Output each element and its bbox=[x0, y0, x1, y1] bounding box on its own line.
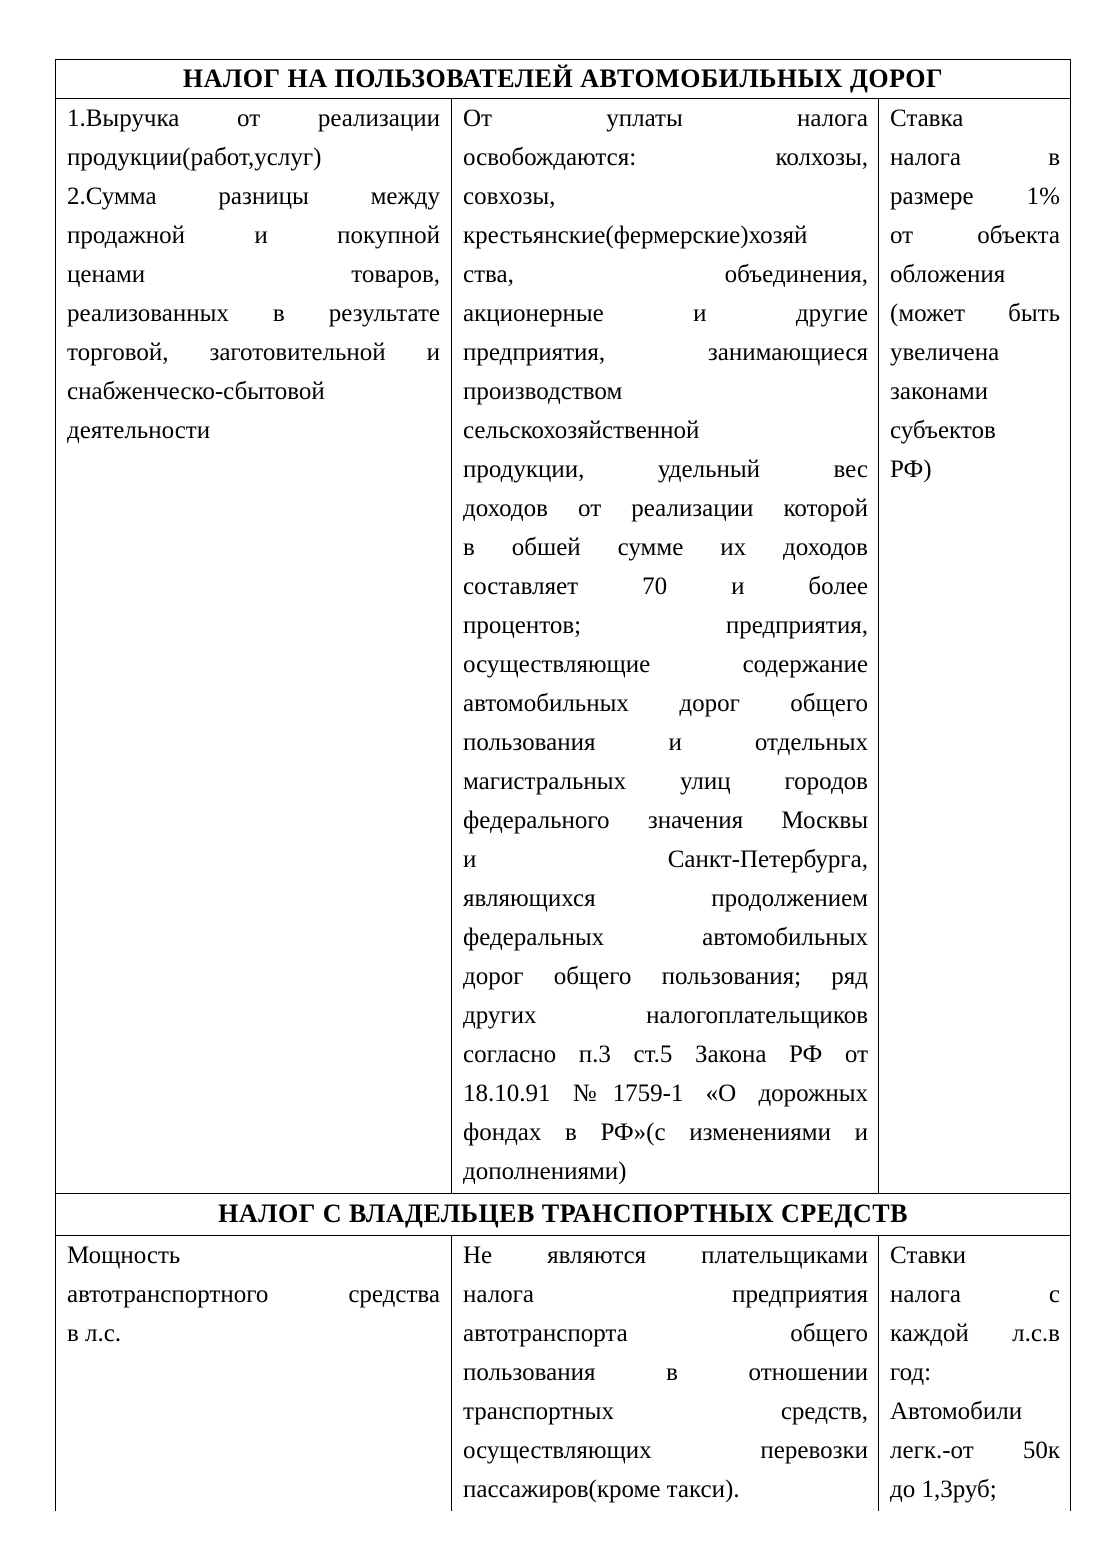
text-line: в обшей сумме их доходов bbox=[463, 534, 868, 561]
text-line: магистральных улиц городов bbox=[463, 768, 868, 795]
text-line: налога в bbox=[890, 144, 1060, 171]
text-line: составляет 70 и более bbox=[463, 573, 868, 600]
text-line: легк.-от 50к bbox=[890, 1437, 1060, 1464]
text-line: 2.Сумма разницы между bbox=[67, 183, 440, 210]
text-line: налога с bbox=[890, 1281, 1060, 1308]
text-line: процентов; предприятия, bbox=[463, 612, 868, 639]
text-line: пользования и отдельных bbox=[463, 729, 868, 756]
section2-rate-cell bbox=[890, 1236, 1060, 1509]
column-divider-2a bbox=[878, 98, 879, 1194]
table-left-border bbox=[55, 59, 56, 1511]
section1-title: НАЛОГ НА ПОЛЬЗОВАТЕЛЕЙ АВТОМОБИЛЬНЫХ ДОРОГ bbox=[182, 64, 944, 93]
text-line: акционерные и другие bbox=[463, 300, 868, 327]
text-line: от объекта bbox=[890, 222, 1060, 249]
text-line: продукции(работ,услуг) bbox=[67, 144, 322, 171]
text-line: доходов от реализации которой bbox=[463, 495, 868, 522]
column-divider-1b bbox=[451, 1235, 452, 1511]
section1-exemptions-cell bbox=[463, 99, 868, 1191]
text-line: (может быть bbox=[890, 300, 1060, 327]
text-line: законами bbox=[890, 378, 989, 405]
text-line: Автомобили bbox=[890, 1398, 1023, 1425]
text-line: федеральных автомобильных bbox=[463, 924, 868, 951]
text-line: Мощность bbox=[67, 1242, 181, 1269]
text-line: осуществляющих перевозки bbox=[463, 1437, 868, 1464]
text-line: пользования в отношении bbox=[463, 1359, 868, 1386]
column-divider-1a bbox=[451, 98, 452, 1194]
section1-bottom-border bbox=[55, 1193, 1071, 1194]
text-line: снабженческо-сбытовой bbox=[67, 378, 325, 405]
text-line: согласно п.3 ст.5 Закона РФ от bbox=[463, 1041, 868, 1068]
text-line: предприятия, занимающиеся bbox=[463, 339, 868, 366]
section2-exemptions-cell bbox=[463, 1236, 868, 1509]
text-line: автотранспорта общего bbox=[463, 1320, 868, 1347]
text-line: автомобильных дорог общего bbox=[463, 690, 868, 717]
text-line: Ставки bbox=[890, 1242, 967, 1269]
text-line: год: bbox=[890, 1359, 932, 1386]
text-line: дополнениями) bbox=[463, 1158, 627, 1185]
text-line: совхозы, bbox=[463, 183, 556, 210]
section2-title: НАЛОГ С ВЛАДЕЛЬЦЕВ ТРАНСПОРТНЫХ СРЕДСТВ bbox=[218, 1199, 908, 1228]
text-line: налога предприятия bbox=[463, 1281, 868, 1308]
text-line: продажной и покупной bbox=[67, 222, 440, 249]
text-line: каждой л.с.в bbox=[890, 1320, 1060, 1347]
text-line: федерального значения Москвы bbox=[463, 807, 868, 834]
column-divider-2b bbox=[878, 1235, 879, 1511]
text-line: От уплаты налога bbox=[463, 105, 868, 132]
text-line: 18.10.91 №1759-1 «О дорожных bbox=[463, 1080, 868, 1107]
text-line: производством bbox=[463, 378, 623, 405]
text-line: ства, объединения, bbox=[463, 261, 868, 288]
text-line: транспортных средств, bbox=[463, 1398, 868, 1425]
text-line: Ставка bbox=[890, 105, 964, 132]
text-line: сельскохозяйственной bbox=[463, 417, 700, 444]
text-line: Не являются плательщиками bbox=[463, 1242, 868, 1269]
text-line: 1.Выручка от реализации bbox=[67, 105, 440, 132]
text-line: ценами товаров, bbox=[67, 261, 440, 288]
text-line: продукции, удельный вес bbox=[463, 456, 868, 483]
text-line: и Санкт-Петербурга, bbox=[463, 846, 868, 873]
text-line: обложения bbox=[890, 261, 1006, 288]
text-line: фондах в РФ»(с изменениями и bbox=[463, 1119, 868, 1146]
text-line: пассажиров(кроме такси). bbox=[463, 1476, 740, 1503]
text-line: до 1,3руб; bbox=[890, 1476, 997, 1503]
text-line: в л.с. bbox=[67, 1320, 122, 1347]
text-line: увеличена bbox=[890, 339, 1000, 366]
table-right-border bbox=[1070, 59, 1071, 1511]
text-line: размере 1% bbox=[890, 183, 1060, 210]
section2-tax-base-cell bbox=[67, 1236, 440, 1353]
text-line: являющихся продолжением bbox=[463, 885, 868, 912]
section1-rate-cell bbox=[890, 99, 1060, 489]
text-line: автотранспортного средства bbox=[67, 1281, 440, 1308]
text-line: торговой, заготовительной и bbox=[67, 339, 440, 366]
text-line: реализованных в результате bbox=[67, 300, 440, 327]
text-line: дорог общего пользования; ряд bbox=[463, 963, 868, 990]
text-line: деятельности bbox=[67, 417, 211, 444]
text-line: осуществляющие содержание bbox=[463, 651, 868, 678]
text-line: субъектов bbox=[890, 417, 996, 444]
text-line: других налогоплательщиков bbox=[463, 1002, 868, 1029]
section1-tax-base-cell bbox=[67, 99, 440, 450]
text-line: РФ) bbox=[890, 456, 932, 483]
text-line: освобождаются: колхозы, bbox=[463, 144, 868, 171]
text-line: крестьянские(фермерские)хозяй bbox=[463, 222, 808, 249]
